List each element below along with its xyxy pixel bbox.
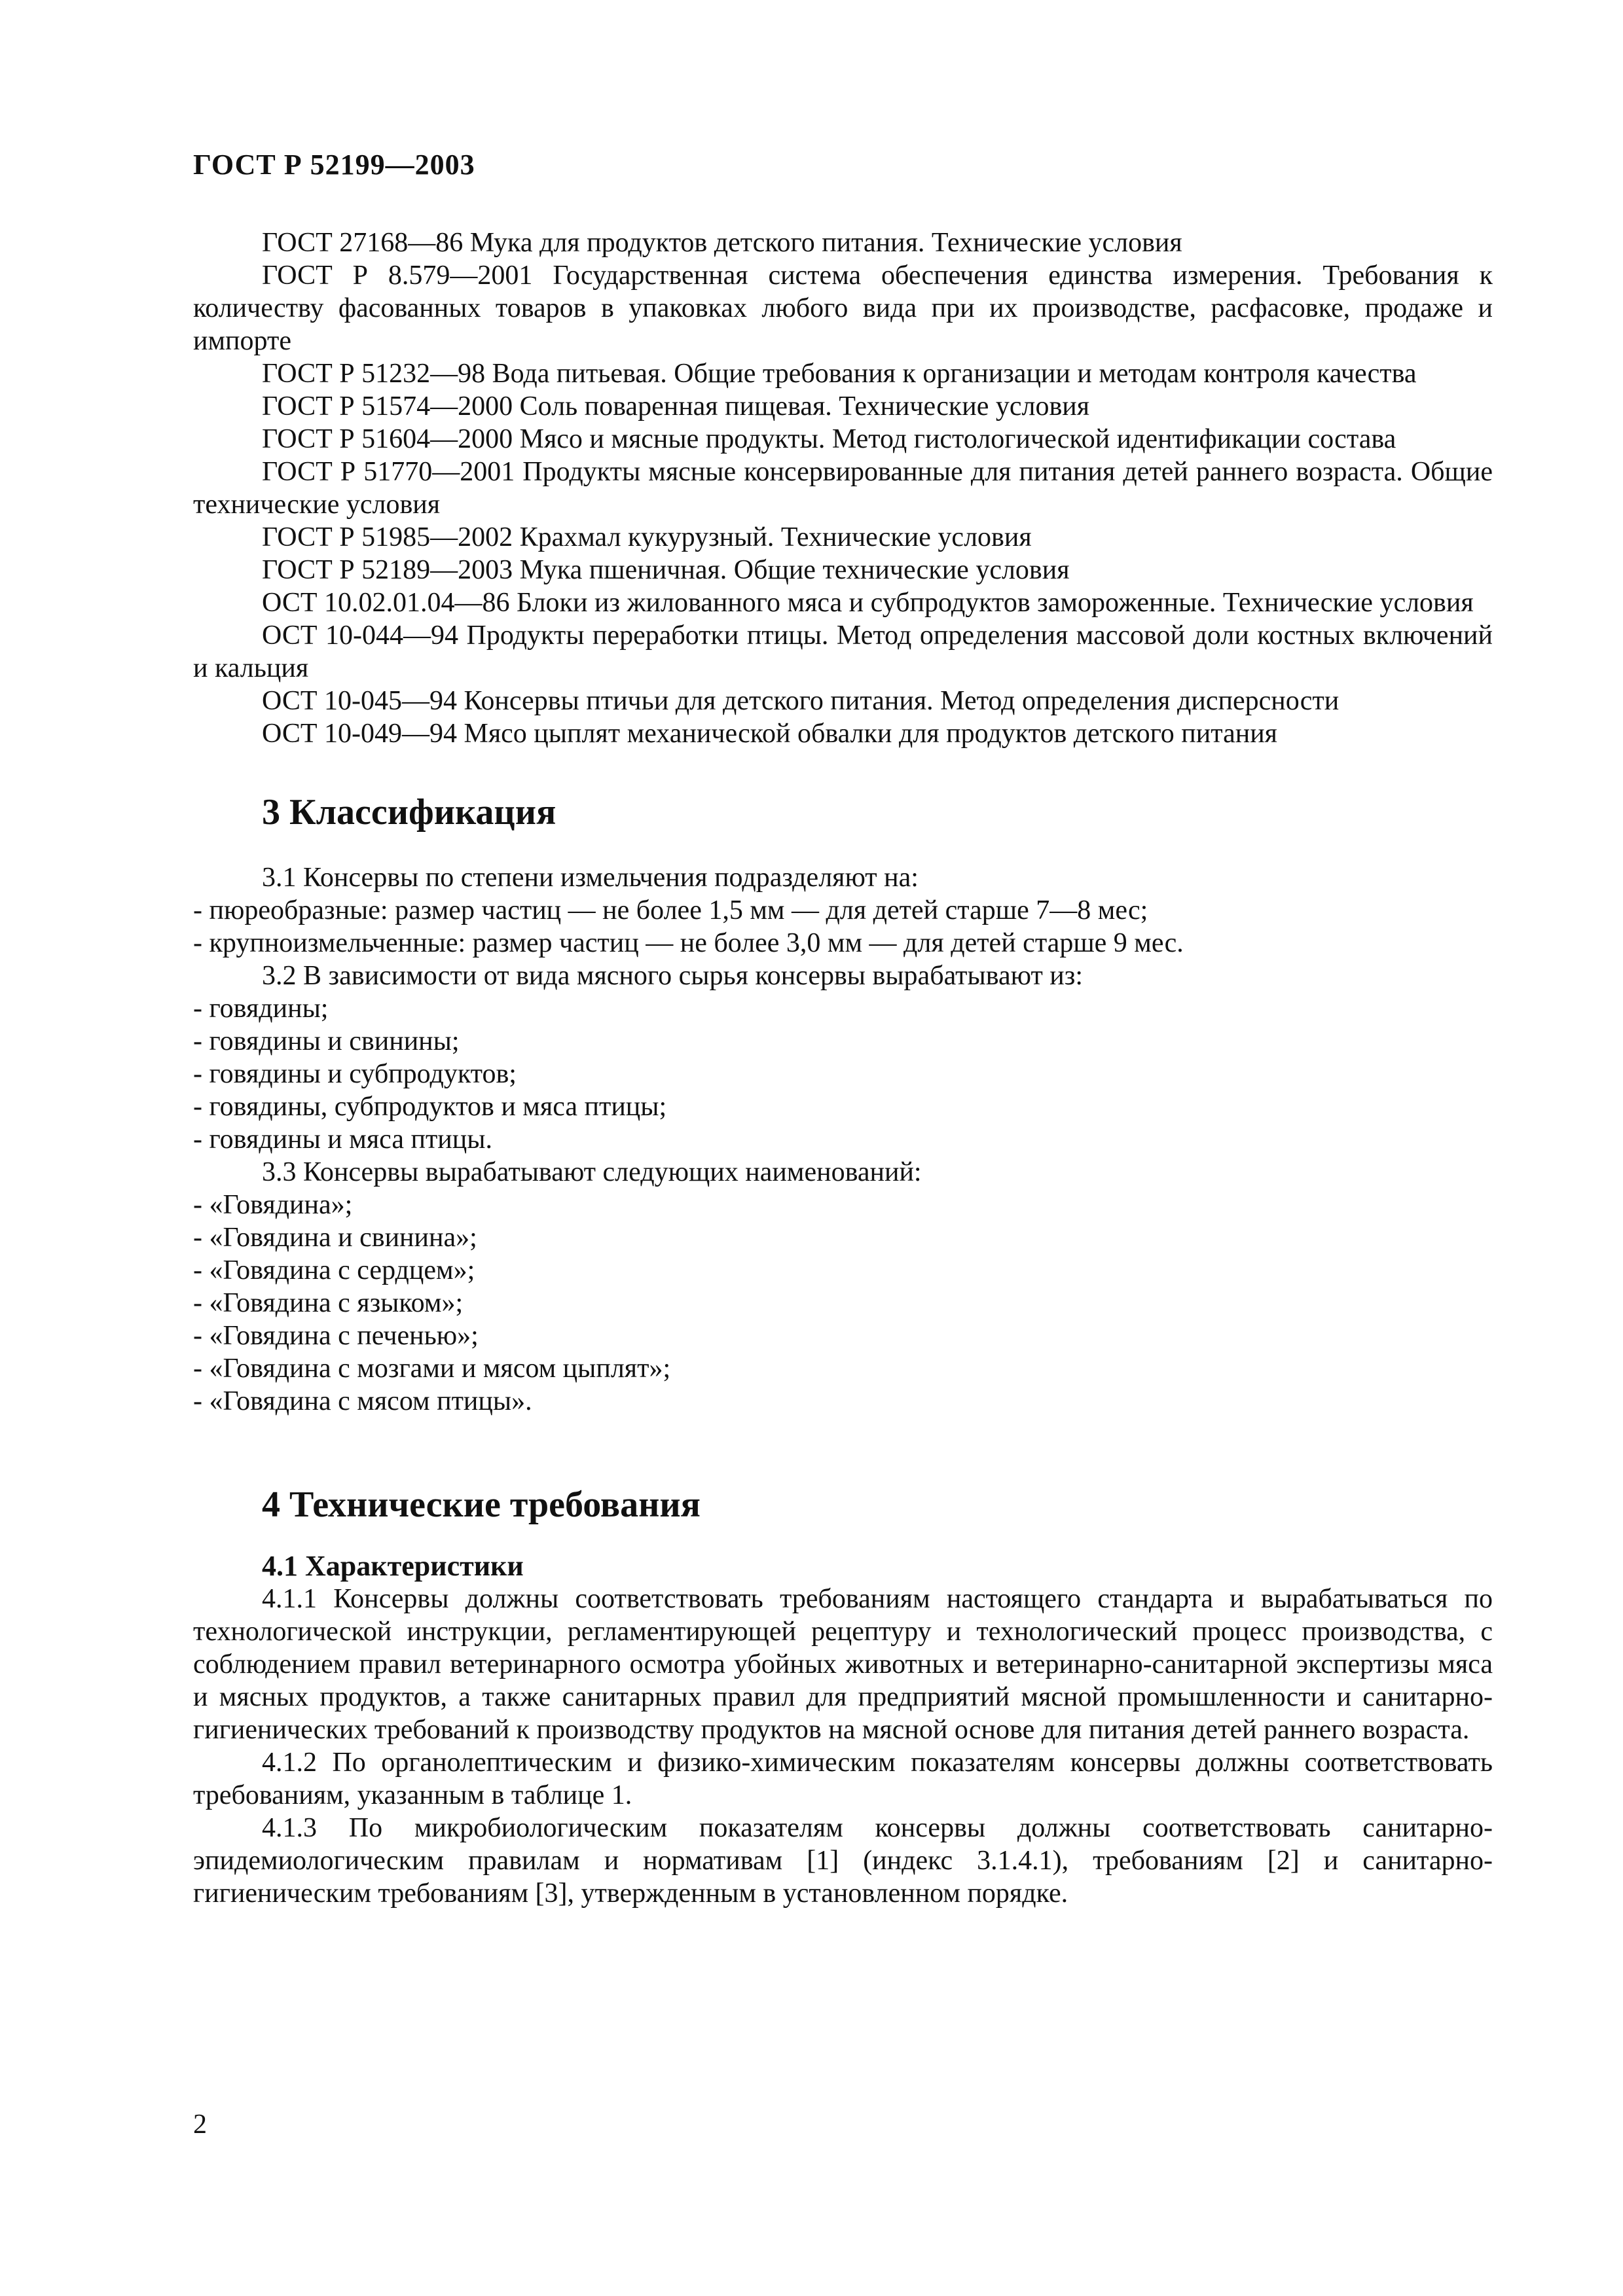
list-item: - «Говядина с мозгами и мясом цыплят»;	[193, 1354, 671, 1384]
reference-item: ГОСТ Р 51232—98 Вода питьевая. Общие требования к организации и методам контроля качества	[262, 359, 1417, 389]
reference-item: ГОСТ Р 51604—2000 Мясо и мясные продукты. Метод гистологической идентификации состава	[262, 424, 1396, 454]
reference-item: ГОСТ Р 51574—2000 Соль поваренная пищевая. Технические условия	[262, 391, 1090, 422]
clause-4-1-1: 4.1.1 Консервы должны соответствовать требованиям настоящего стандарта и вырабатываться по технологической инструкции, регламентирующей рецептуру и технологический процесс производства, с соблюдением правил ветеринарного осмотра убойных животных и ветеринарно-санитарной экспертизы мяса и мясных продуктов, а также санитарных правил для предприятий мясной промышленности и санитарно-гигиенических требований к производству продуктов на мясной основе для питания детей раннего возраста.	[193, 1584, 1493, 1745]
section-3-body	[193, 861, 1493, 1418]
list-item: - говядины и свинины;	[193, 1026, 460, 1056]
clause-3-3: 3.3 Консервы вырабатывают следующих наименований:	[262, 1157, 922, 1187]
list-item: - крупноизмельченные: размер частиц — не более 3,0 мм — для детей старше 9 мес.	[193, 928, 1184, 958]
list-item: - говядины;	[193, 994, 329, 1024]
clause-3-2-list	[193, 992, 1493, 1156]
list-item: - говядины, субпродуктов и мяса птицы;	[193, 1092, 667, 1122]
section-4-title: 4 Технические требования	[262, 1484, 701, 1525]
list-item: - «Говядина и свинина»;	[193, 1223, 477, 1253]
reference-item: ГОСТ Р 51770—2001 Продукты мясные консервированные для питания детей раннего возраста. Общие технические условия	[193, 457, 1493, 520]
reference-item: ОСТ 10-045—94 Консервы птичьи для детского питания. Метод определения дисперсности	[262, 686, 1340, 716]
reference-item: ГОСТ Р 52189—2003 Мука пшеничная. Общие технические условия	[262, 555, 1070, 585]
page-content	[193, 226, 1493, 1910]
section-4-body	[193, 1550, 1493, 1910]
clause-3-3-list	[193, 1189, 1493, 1418]
clause-4-1-3: 4.1.3 По микробиологическим показателям консервы должны соответствовать санитарно-эпидемиологическим правилам и нормативам [1] (индекс 3.1.4.1), требованиям [2] и санитарно-гигиеническим требованиям [3], утвержденным в установленном порядке.	[193, 1813, 1493, 1909]
clause-3-1-list	[193, 894, 1493, 960]
list-item: - «Говядина с мясом птицы».	[193, 1386, 532, 1416]
list-item: - «Говядина с сердцем»;	[193, 1255, 475, 1285]
reference-item: ГОСТ Р 8.579—2001 Государственная система обеспечения единства измерения. Требования к количеству фасованных товаров в упаковках любого вида при их производстве, расфасовке, продаже и импорте	[193, 260, 1493, 356]
document-header: ГОСТ Р 52199—2003	[193, 149, 475, 181]
list-item: - говядины и мяса птицы.	[193, 1124, 492, 1155]
clause-4-1-2: 4.1.2 По органолептическим и физико-химическим показателям консервы должны соответствовать требованиям, указанным в таблице 1.	[193, 1748, 1493, 1810]
subsection-4-1-title: 4.1 Характеристики	[262, 1550, 524, 1582]
list-item: - «Говядина с печенью»;	[193, 1321, 479, 1351]
clause-3-2: 3.2 В зависимости от вида мясного сырья консервы вырабатывают из:	[262, 961, 1084, 991]
reference-item: ОСТ 10-049—94 Мясо цыплят механической обвалки для продуктов детского питания	[262, 719, 1277, 749]
page-number: 2	[193, 2109, 207, 2140]
list-item: - «Говядина»;	[193, 1190, 353, 1220]
reference-item: ОСТ 10-044—94 Продукты переработки птицы. Метод определения массовой доли костных включений и кальция	[193, 620, 1493, 683]
normative-references	[193, 226, 1493, 750]
section-3-title: 3 Классификация	[262, 792, 556, 833]
list-item: - говядины и субпродуктов;	[193, 1059, 517, 1089]
list-item: - пюреобразные: размер частиц — не более 1,5 мм — для детей старше 7—8 мес;	[193, 895, 1148, 925]
clause-3-1: 3.1 Консервы по степени измельчения подразделяют на:	[262, 863, 919, 893]
reference-item: ОСТ 10.02.01.04—86 Блоки из жилованного мяса и субпродуктов замороженные. Технические условия	[262, 588, 1474, 618]
reference-item: ГОСТ 27168—86 Мука для продуктов детского питания. Технические условия	[262, 228, 1182, 258]
list-item: - «Говядина с языком»;	[193, 1288, 464, 1318]
reference-item: ГОСТ Р 51985—2002 Крахмал кукурузный. Технические условия	[262, 522, 1032, 552]
